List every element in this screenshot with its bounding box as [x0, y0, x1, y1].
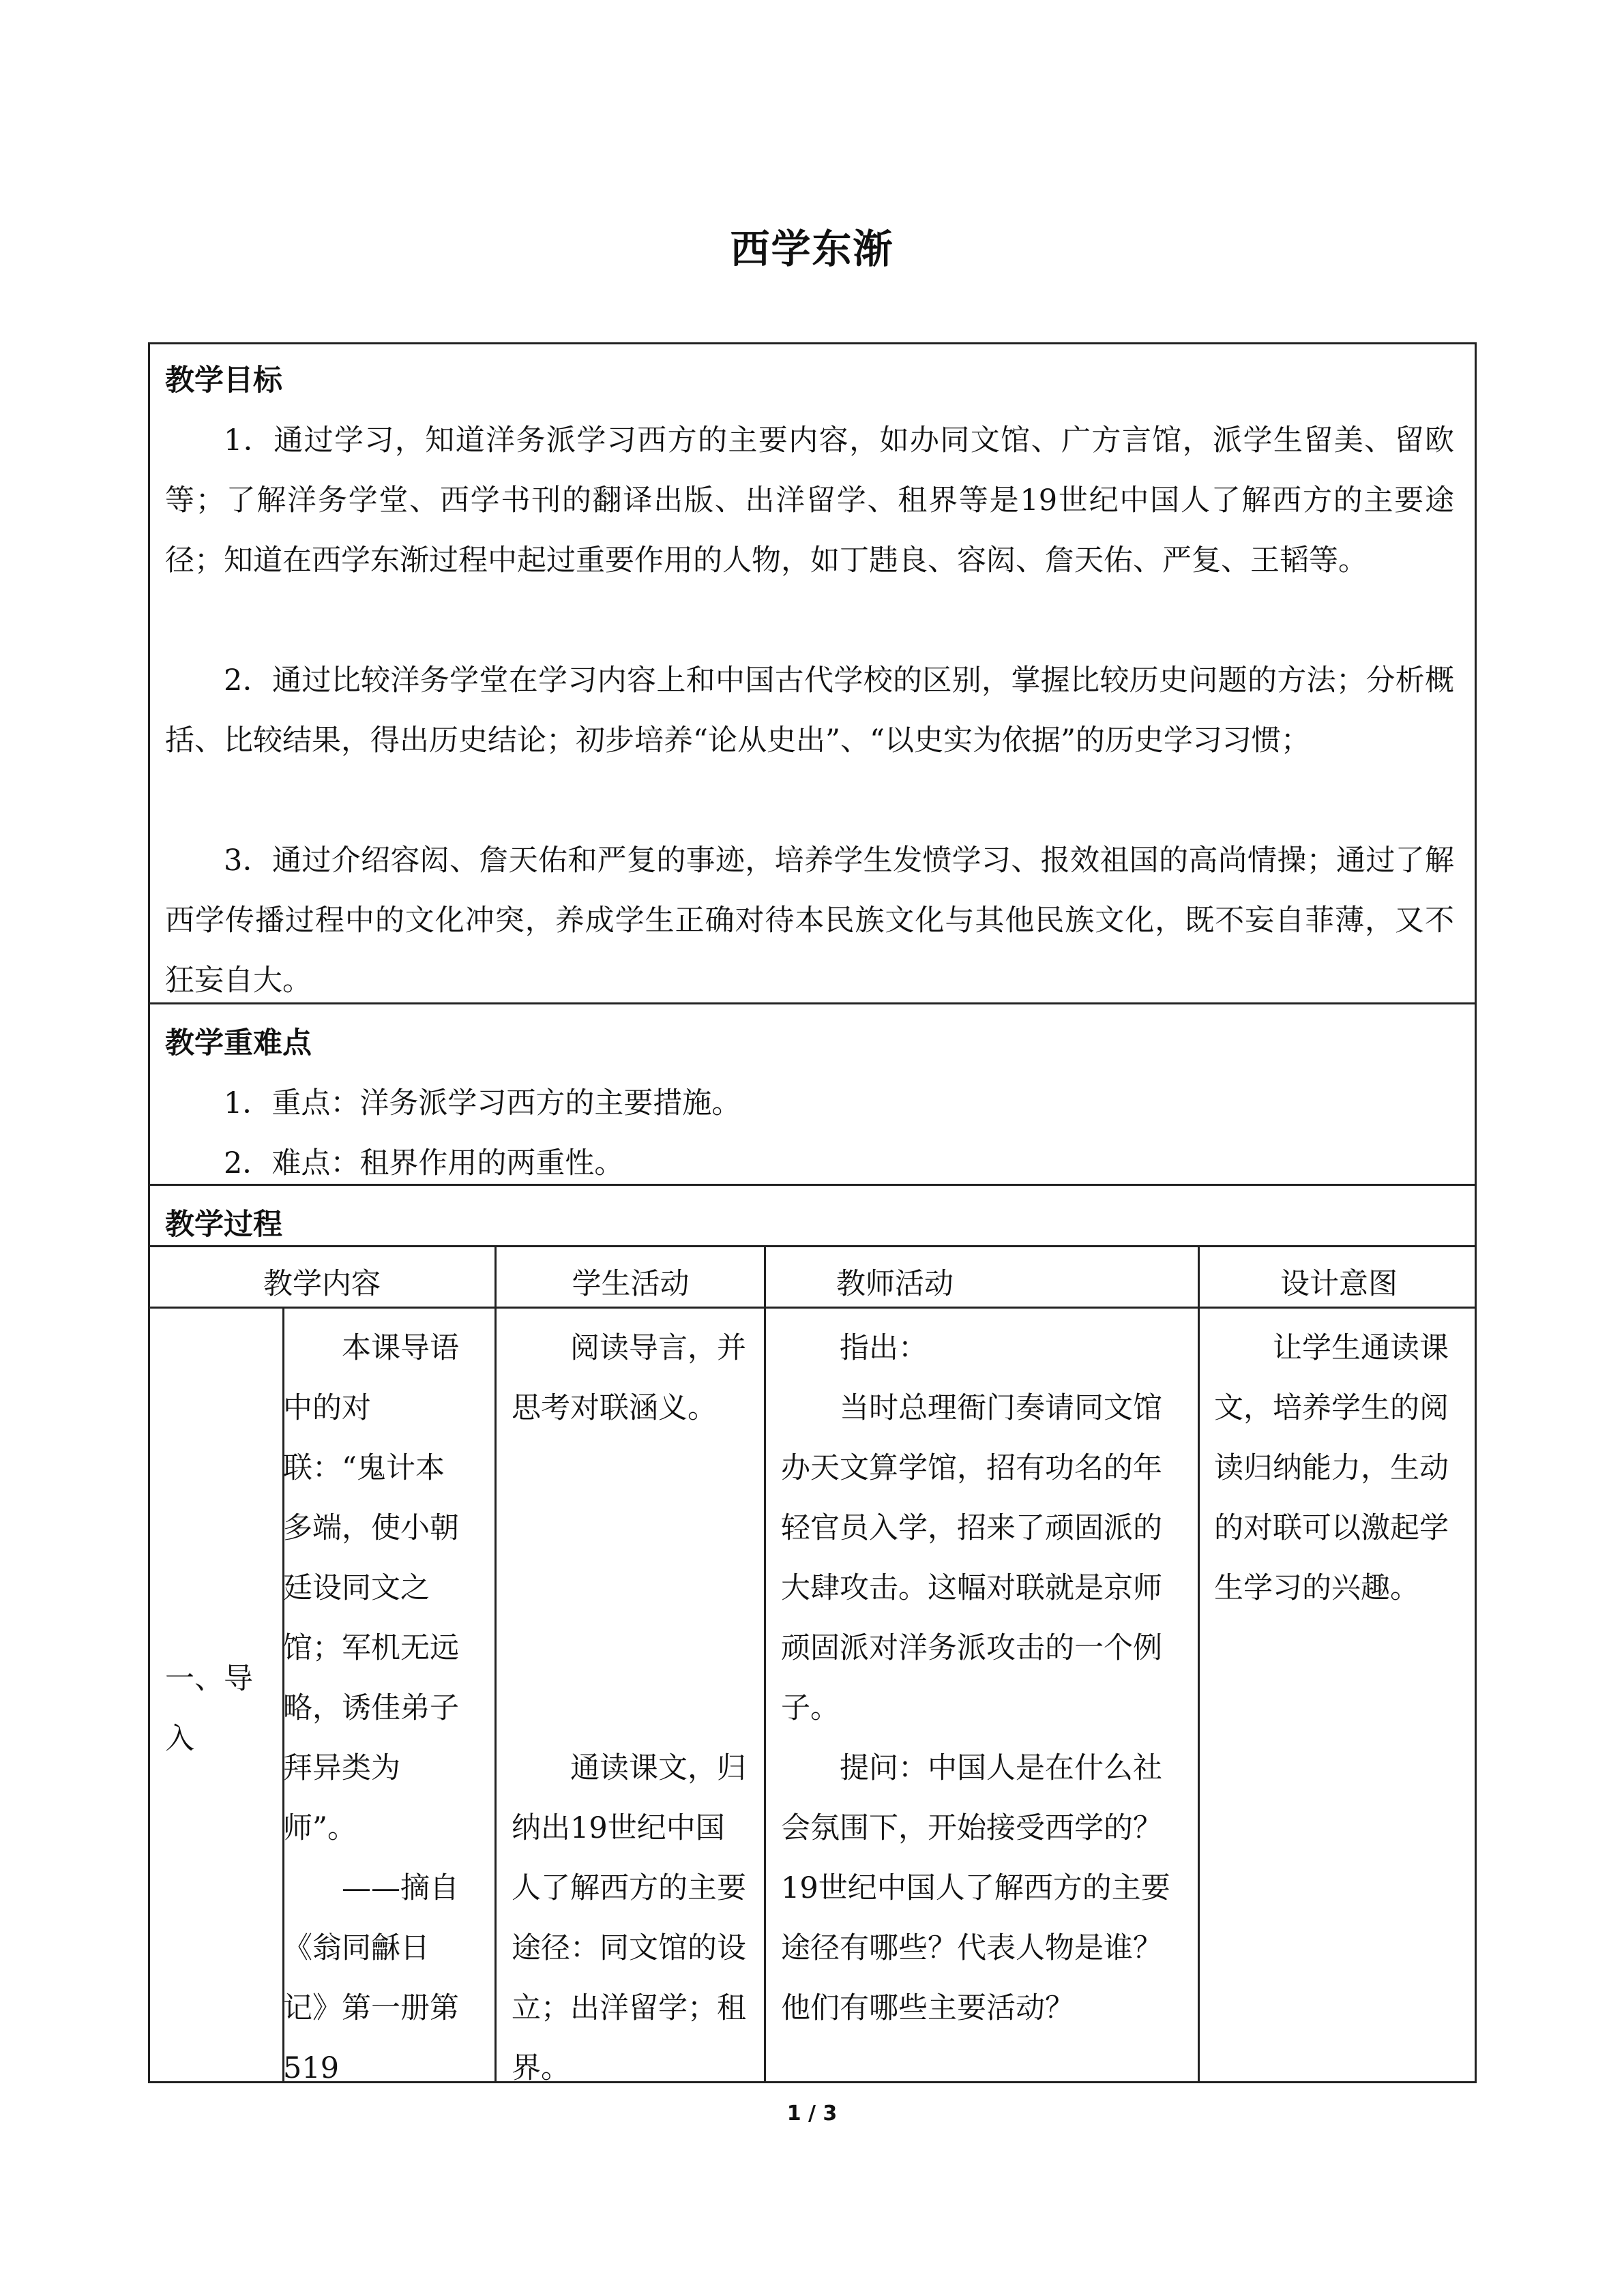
objective-item: 1．通过学习，知道洋务派学习西方的主要内容，如办同文馆、广方言馆，派学生留美、留欧等；了解洋务学堂、西学书刊的翻译出版、出洋留学、租界等是19世纪中国人了解西方的主要途径；知道在西学东渐过程中起过重要作用的人物，如丁韪良、容闳、詹天佑、严复、王韬等。 — [165, 423, 1454, 578]
teacher-activity-text: 当时总理衙门奏请同文馆办天文算学馆，招有功名的年轻官员入学，招来了顽固派的大肆攻击。这幅对联就是京师顽固派对洋务派攻击的一个例子。 — [781, 1391, 1162, 1725]
content-cell — [283, 1318, 462, 2098]
column-header-intent: 设计意图 — [1280, 1267, 1398, 1301]
teacher-activity-text: 指出： — [840, 1331, 928, 1365]
column-header-student: 学生活动 — [572, 1267, 690, 1301]
design-intent-cell — [1214, 1318, 1453, 1618]
column-header-teacher: 教师活动 — [836, 1267, 954, 1301]
key-points-heading: 教学重难点 — [165, 1026, 312, 1060]
content-source: ——摘自《翁同龢日记》第一册第519 — [283, 1871, 459, 2085]
objectives-heading: 教学目标 — [165, 363, 282, 398]
student-activity-text: 阅读导言，并思考对联涵义。 — [512, 1331, 746, 1425]
process-heading: 教学过程 — [165, 1208, 282, 1242]
teacher-activity-text: 提问：中国人是在什么社会氛围下，开始接受西学的？19世纪中国人了解西方的主要途径有哪些？代表人物是谁？他们有哪些主要活动？ — [781, 1751, 1170, 2025]
key-point-item: 1．重点：洋务派学习西方的主要措施。 — [224, 1086, 741, 1120]
student-activity-cell — [512, 1738, 749, 2098]
student-activity-text: 通读课文，归纳出19世纪中国人了解西方的主要途径：同文馆的设立；出洋留学；租界。 — [512, 1751, 746, 2085]
page-title: 西学东渐 — [730, 226, 894, 272]
col-divider — [494, 1245, 497, 2083]
content-text: 本课导语中的对联：“鬼计本多端，使小朝廷设同文之馆；军机无远略，诱佳弟子拜异类为师”。 — [283, 1331, 459, 1845]
page-number: 1 / 3 — [786, 2102, 838, 2126]
row-divider — [148, 1245, 1477, 1247]
objective-item: 3．通过介绍容闳、詹天佑和严复的事迹，培养学生发愤学习、报效祖国的高尚情操；通过了解西学传播过程中的文化冲突，养成学生正确对待本民族文化与其他民族文化，既不妄自菲薄，又不狂妄自大。 — [165, 844, 1454, 998]
key-point-item: 2．难点：租界作用的两重性。 — [224, 1146, 624, 1180]
col-divider — [764, 1245, 766, 2083]
row-divider — [148, 1307, 1477, 1309]
stage-label: 一、导入 — [165, 1662, 253, 1756]
col-divider — [1198, 1245, 1200, 2083]
student-activity-cell — [512, 1318, 749, 1438]
objective-item: 2．通过比较洋务学堂在学习内容上和中国古代学校的区别，掌握比较历史问题的方法；分析概括、比较结果，得出历史结论；初步培养“论从史出”、“以史实为依据”的历史学习习惯； — [165, 664, 1454, 758]
teacher-activity-cell — [781, 1318, 1183, 2038]
design-intent-text: 让学生通读课文，培养学生的阅读归纳能力，生动的对联可以激起学生学习的兴趣。 — [1214, 1331, 1449, 1605]
column-header-content: 教学内容 — [263, 1267, 381, 1301]
